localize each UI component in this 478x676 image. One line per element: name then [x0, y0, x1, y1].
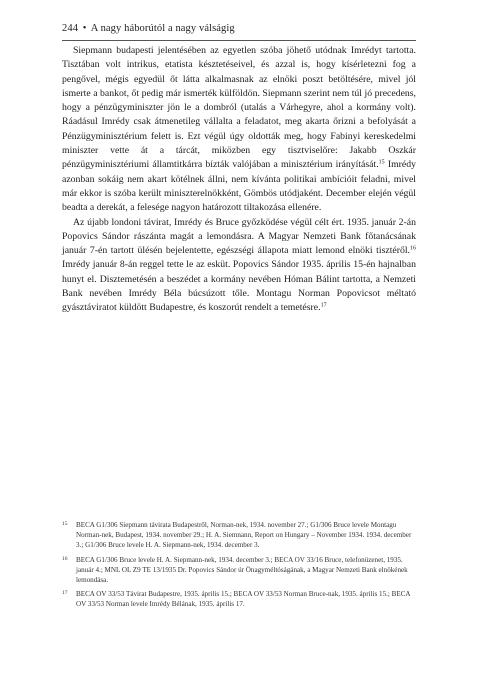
paragraph-2-tail: Imrédy január 8-án reggel tette le az esküt. Popovics Sándor 1935. április 15-én hajnalban hunyt el. Disztemetésén a beszédet a kormány nevében Hóman Bálint tartotta, a Nemzeti Bank nevében Imrédy Béla búcsúzott tőle. Montagu Norman Popovicsot méltató gyásztáviratot küldött Budapestre, és koszorút rendelt a temetésre.: [62, 259, 416, 314]
paragraph-1-tail: Imrédy azonban sokáig nem akart kötélnek állni, nem kívánta politikai ambícióit feladni, mivel már ekkor is szóba került miniszterelnökként, Gömbös utódjaként. December elején végül beadta a derekát, a felesége nagyon határozott tiltakozása ellenére.: [62, 159, 416, 214]
footnote-ref-16[interactable]: 16: [410, 245, 416, 252]
footnote-15: [62, 520, 416, 551]
footnotes: [62, 520, 416, 614]
footnote-text: BECA OV 33/53 Távirat Budapestre, 1935. április 15.; BECA OV 33/53 Norman Bruce-nak, 1935. április 15.; BECA OV 33/53 Norman levele Imrédy Bélának, 1935. április 17.: [76, 590, 411, 609]
footnote-text: BECA G1/306 Bruce levele H. A. Siepmann-nek, 1934. december 3.; BECA OV 33/16 Bruce, telefonüzenet, 1935. január 4.; MNL OL Z9 TE 13/1935 Dr. Popovics Sándor úr Önagyméltóságának, a Magyar Nemzeti Bank elnökének lemondása.: [76, 555, 408, 585]
footnote-number: 15: [62, 521, 68, 527]
footnote-text: BECA G1/306 Siepmann távirata Budapestről, Norman-nek, 1934. november 27.; G1/306 Bruce levele Montagu Norman-nek, Budapest, 1934. november 29.; H. A. Siemnann, Report on Hungary – November 1934. 1934. december 3.; G1/306 Bruce levele H. A. Siepmann-nek, 1934. december 3.: [76, 521, 412, 550]
footnote-16: [62, 555, 416, 586]
footnote-number: 17: [62, 590, 68, 597]
paragraph-2: [62, 216, 416, 316]
footnote-ref-15[interactable]: 15: [378, 159, 385, 166]
paragraph-1: [62, 44, 416, 216]
footnote-ref-17[interactable]: 17: [320, 302, 327, 309]
page-number: 244: [62, 23, 79, 34]
header-separator: •: [82, 23, 87, 34]
body-text: [62, 44, 416, 316]
header-rule: [62, 40, 416, 41]
paragraph-2-text: Az újabb londoni távirat, Imrédy és Bruce győzködése végül célt ért. 1935. január 2-án Popovics Sándor rászánta magát a lemondásra. A Magyar Nemzeti Bank főtanácsának január 7-én tartott ülésén bejelentette, egészségi állapota miatt lemond elnöki tisztéről.: [62, 216, 416, 257]
running-title: A nagy háborútól a nagy válságig: [90, 23, 235, 34]
footnote-17: [62, 589, 416, 609]
footnote-number: 16: [62, 555, 68, 562]
paragraph-1-text: Siepmann budapesti jelentésében az egyetlen szóba jöhető utódnak Imrédyt tartotta. Tisztában volt intrikus, etatista késztetéseivel, és azzal is, hogy kísérletezni fog a pengővel, mégis egyedül őt látta alkalmasnak az elnöki poszt betöltésére, mivel jól ismerte a bankot, őt pedig már ismerték külföldön. Siepmann szerint nem túl jó precedens, hogy a pénzügyminiszter jön le a dombról (utalás a Várhegyre, ahol a kormány volt). Ráadásul Imrédy csak átmenetileg vállalta a feladatot, meg akarta őrizni a befolyását a Pénzügyminisztérium felett is. Ezt végül úgy oldották meg, hogy Fabinyi kereskedelmi miniszter vette át a tárcát, miközben egy tisztviselőre: Jakabb Oszkár pénzügyminisztériumi államtitkárra bízták valójában a minisztérium irányítását.: [62, 45, 416, 171]
running-header: [62, 23, 235, 34]
